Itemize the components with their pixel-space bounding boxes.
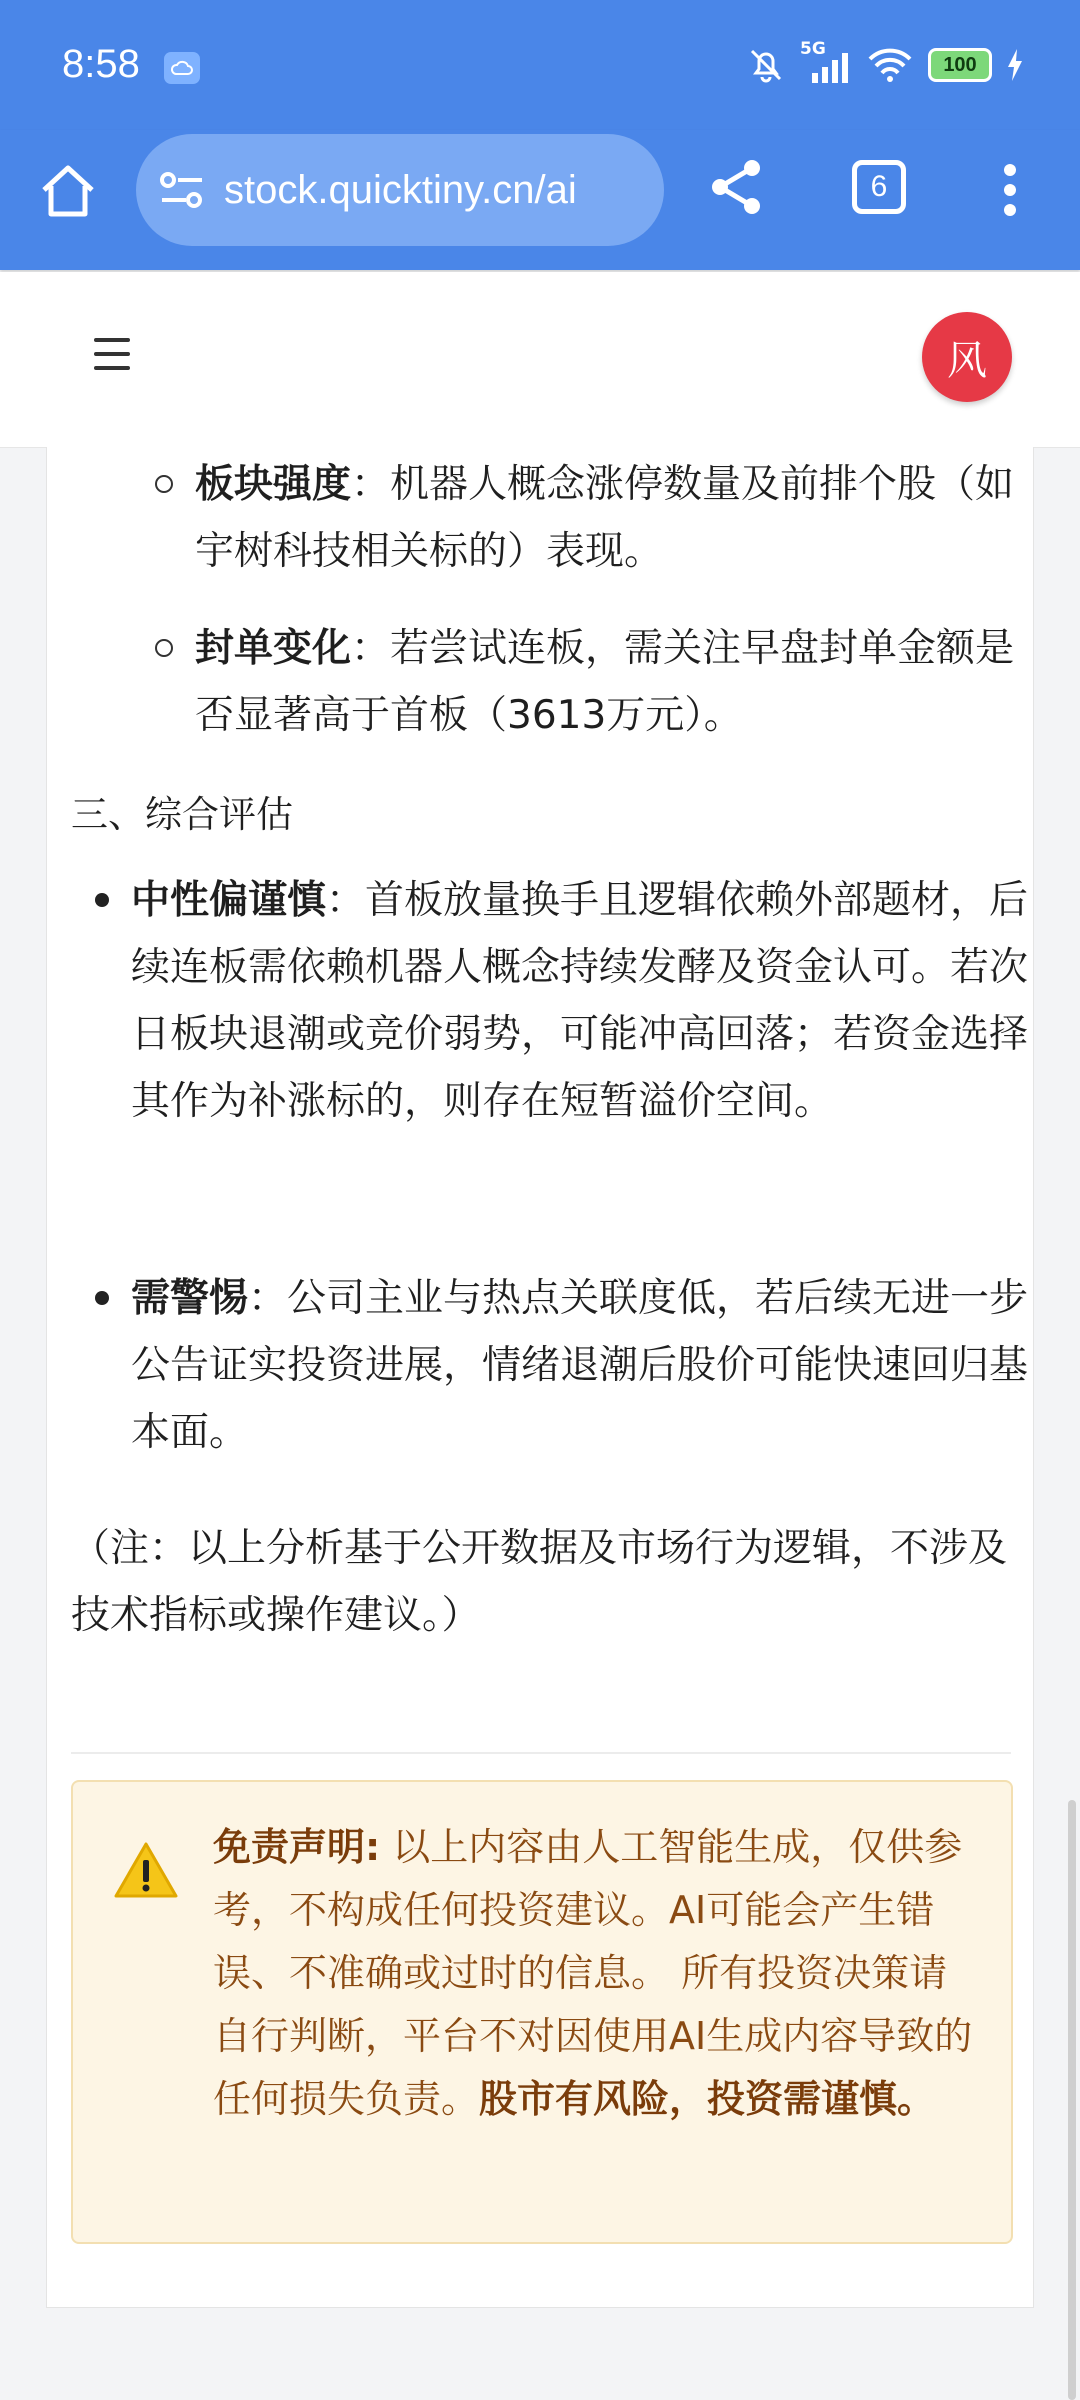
site-settings-icon[interactable] [158,168,206,212]
list-item [195,615,1045,749]
list-item [131,1265,1031,1466]
item-title: 封单变化 [195,626,352,671]
home-button[interactable] [36,160,100,224]
avatar[interactable]: 风 [922,312,1012,402]
warning-icon [113,1840,179,1900]
status-bar [0,0,1080,130]
charging-icon [1006,49,1024,81]
item-text: ：若尝试连板，需关注早盘封单金额是否显著高于首板（3613万元）。 [195,626,1015,738]
answer-card [46,447,1034,2308]
risk-warning: 股市有风险，投资需谨慎。 [479,2077,936,2121]
battery-indicator: 100 [928,48,992,82]
more-menu-button[interactable] [1002,162,1018,218]
status-icons [746,39,1024,85]
cellular-signal-icon [800,39,852,85]
item-title: 需警惕 [131,1276,249,1321]
browser-toolbar [0,130,1080,270]
more-vert-icon [1002,162,1018,218]
share-icon [706,156,768,218]
divider [71,1752,1011,1754]
disclaimer-label: 免责声明: [213,1825,381,1869]
site-header [0,272,1080,448]
disclaimer-text [213,1816,983,2131]
section-heading: 三、综合评估 [71,793,293,836]
url-text: stock.quicktiny.cn/ai [224,168,577,212]
item-text: ：机器人概念涨停数量及前排个股（如宇树科技相关标的）表现。 [195,462,1015,574]
clock: 8:58 [62,42,140,86]
list-item [131,867,1031,1135]
analysis-note: （注：以上分析基于公开数据及市场行为逻辑，不涉及技术指标或操作建议。） [71,1526,1008,1638]
mute-bell-icon [746,45,786,85]
disclaimer-body: 以上内容由人工智能生成，仅供参考，不构成任何投资建议。AI可能会产生错误、不准确或过时的信息。 所有投资决策请自行判断，平台不对因使用AI生成内容导致的任何损失负责。 [213,1825,973,2121]
bullet-icon [95,1291,109,1305]
list-item [195,451,1045,585]
hamburger-menu-icon[interactable] [94,338,130,370]
disclaimer-box [71,1780,1013,2244]
home-icon [36,160,100,224]
tab-switcher-button[interactable]: 6 [852,160,906,214]
item-text: ：首板放量换手且逻辑依赖外部题材，后续连板需依赖机器人概念持续发酵及资金认可。若次日板块退潮或竞价弱势，可能冲高回落；若资金选择其作为补涨标的，则存在短暂溢价空间。 [131,878,1029,1124]
network-type: 5G [800,39,826,59]
cloud-icon [164,52,200,84]
item-title: 中性偏谨慎 [131,878,327,923]
scrollbar[interactable] [1068,1800,1076,2400]
bullet-icon [95,893,109,907]
circle-bullet-icon [155,639,173,657]
circle-bullet-icon [155,475,173,493]
item-title: 板块强度 [195,462,352,507]
wifi-icon [866,45,914,85]
item-text: ：公司主业与热点关联度低，若后续无进一步公告证实投资进展，情绪退潮后股价可能快速回归基本面。 [131,1276,1029,1455]
share-button[interactable] [706,156,768,218]
address-bar[interactable] [136,134,664,246]
